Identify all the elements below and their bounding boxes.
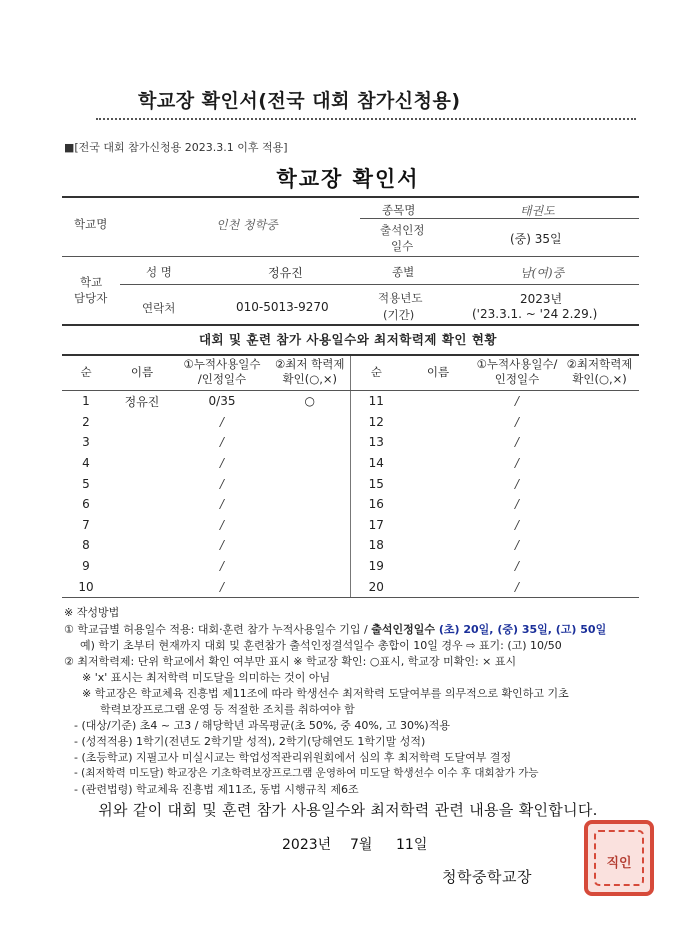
year-label-1: 적용년도 — [378, 291, 423, 305]
attend-label-2: 일수 — [391, 239, 414, 253]
info-top-border — [62, 196, 639, 198]
attend-label-1: 출석인정 — [380, 223, 425, 237]
name-value: 정유진 — [268, 266, 303, 280]
instruction-line-5: ※ 학교장은 학교체육 진흥법 제11조에 따라 학생선수 최저학력 도달여부를 의무적으로 확인하고 기초 — [82, 687, 569, 700]
col-name-right: 이름 — [402, 354, 474, 391]
gender-value: 남(여)중 — [520, 266, 565, 280]
table-header-row — [62, 354, 639, 391]
col-days-right: ①누적사용일수/ 인정일수 — [474, 354, 560, 391]
manager-label-2: 담당자 — [74, 291, 108, 305]
info-divider-1 — [62, 256, 639, 257]
sport-value: 태권도 — [520, 204, 555, 218]
year-label-2: (기간) — [383, 308, 415, 322]
period-value: ('23.3.1. ~ '24 2.29.) — [472, 307, 598, 321]
col-name: 이름 — [110, 354, 174, 391]
instruction-line-9: - (초등학교) 지필고사 미실시교는 학업성적관리위원회에서 심의 후 최저학력 도달여부 결정 — [74, 751, 512, 764]
table-row: 7 / 17 / — [62, 515, 639, 536]
date-month: 7월 — [350, 837, 373, 853]
date-year: 2023년 — [282, 837, 332, 853]
manager-label-1: 학교 — [80, 275, 103, 289]
info-divider-sport — [360, 218, 639, 219]
page-title: 학교장 확인서 — [276, 167, 420, 191]
info-bottom-border — [62, 324, 639, 326]
table-row: 8 / 18 / — [62, 535, 639, 556]
instruction-line-3: ② 최저학력제: 단위 학교에서 확인 여부만 표시 ※ 학교장 확인: ○표시, 학교장 미확인: × 표시 — [64, 655, 517, 668]
seal-label: 직인 — [606, 856, 632, 871]
instruction-line-1: ① 학교급별 허용일수 적용: 대회·훈련 참가 누적사용일수 기입 / 출석인정일수 (초) 20일, (중) 35일, (고) 50일 — [64, 623, 607, 636]
instruction-line-8: - (성적적용) 1학기(전년도 2학기말 성적), 2학기(당해연도 1학기말 성적) — [74, 735, 426, 748]
table-row: 1 정유진 0/35 ○ 11 / — [62, 391, 639, 412]
confirmation-text: 위와 같이 대회 및 훈련 참가 사용일수와 최저학력 관련 내용을 확인합니다. — [98, 801, 598, 819]
school-label: 학교명 — [74, 217, 108, 231]
instructions-heading: ※ 작성방법 — [64, 606, 120, 619]
contact-value: 010-5013-9270 — [236, 300, 329, 314]
header-title: 학교장 확인서(전국 대회 참가신청용) — [138, 90, 461, 112]
table-row: 5 / 15 / — [62, 473, 639, 494]
instruction-line-7: - (대상/기준) 초4 ~ 고3 / 해당학년 과목평균(초 50%, 중 40%, 고 30%)적용 — [74, 719, 450, 732]
table-top-border — [62, 354, 639, 356]
gender-label: 종별 — [392, 265, 415, 279]
instruction-line-11: - (관련법령) 학교체육 진흥법 제11조, 동법 시행규칙 제6조 — [74, 783, 359, 796]
attend-value: (중) 35일 — [510, 232, 562, 246]
school-value: 인천 청학중 — [216, 218, 278, 232]
official-seal-stamp — [584, 820, 654, 896]
table-row: 6 / 16 / — [62, 494, 639, 515]
col-min-level: ②최저 학력제 확인(○,×) — [270, 354, 350, 391]
instruction-line-4: ※ 'x' 표시는 최저학력 미도달을 의미하는 것이 아님 — [82, 671, 331, 684]
header-divider — [96, 118, 636, 120]
col-min-level-right: ②최저학력제 확인(○,×) — [560, 354, 639, 391]
table-row: 10 / 20 / — [62, 576, 639, 597]
school-principal: 청학중학교장 — [442, 868, 532, 886]
date-day: 11일 — [396, 837, 428, 853]
col-days: ①누적사용일수 /인정일수 — [174, 354, 270, 391]
col-no-right: 순 — [350, 354, 402, 391]
year-value: 2023년 — [520, 292, 563, 306]
info-divider-2 — [120, 284, 639, 285]
col-no: 순 — [62, 354, 110, 391]
applicability-note: ■[전국 대회 참가신청용 2023.3.1 이후 적용] — [64, 141, 288, 154]
name-label: 성 명 — [146, 265, 172, 279]
instruction-line-6: 학력보장프로그램 운영 등 적절한 조치를 취하여야 함 — [100, 703, 355, 716]
instruction-line-10: - (최저학력 미도달) 학교장은 기초학력보장프로그램 운영하여 미도달 학생선수 이수 후 대회참가 가능 — [74, 767, 539, 779]
table-row: 9 / 19 / — [62, 556, 639, 577]
contact-label: 연락처 — [142, 301, 176, 315]
table-row: 4 / 14 / — [62, 453, 639, 474]
table-row: 3 / 13 / — [62, 432, 639, 453]
sport-label: 종목명 — [382, 203, 416, 217]
participation-table — [62, 354, 639, 598]
table-title: 대회 및 훈련 참가 사용일수와 최저학력제 확인 현황 — [198, 332, 498, 347]
table-row: 2 / 12 / — [62, 412, 639, 433]
instruction-line-2: 예) 학기 초부터 현재까지 대회 및 훈련참가 출석인정결석일수 총합이 10일 경우 ⇨ 표기: (고) 10/50 — [80, 639, 562, 652]
